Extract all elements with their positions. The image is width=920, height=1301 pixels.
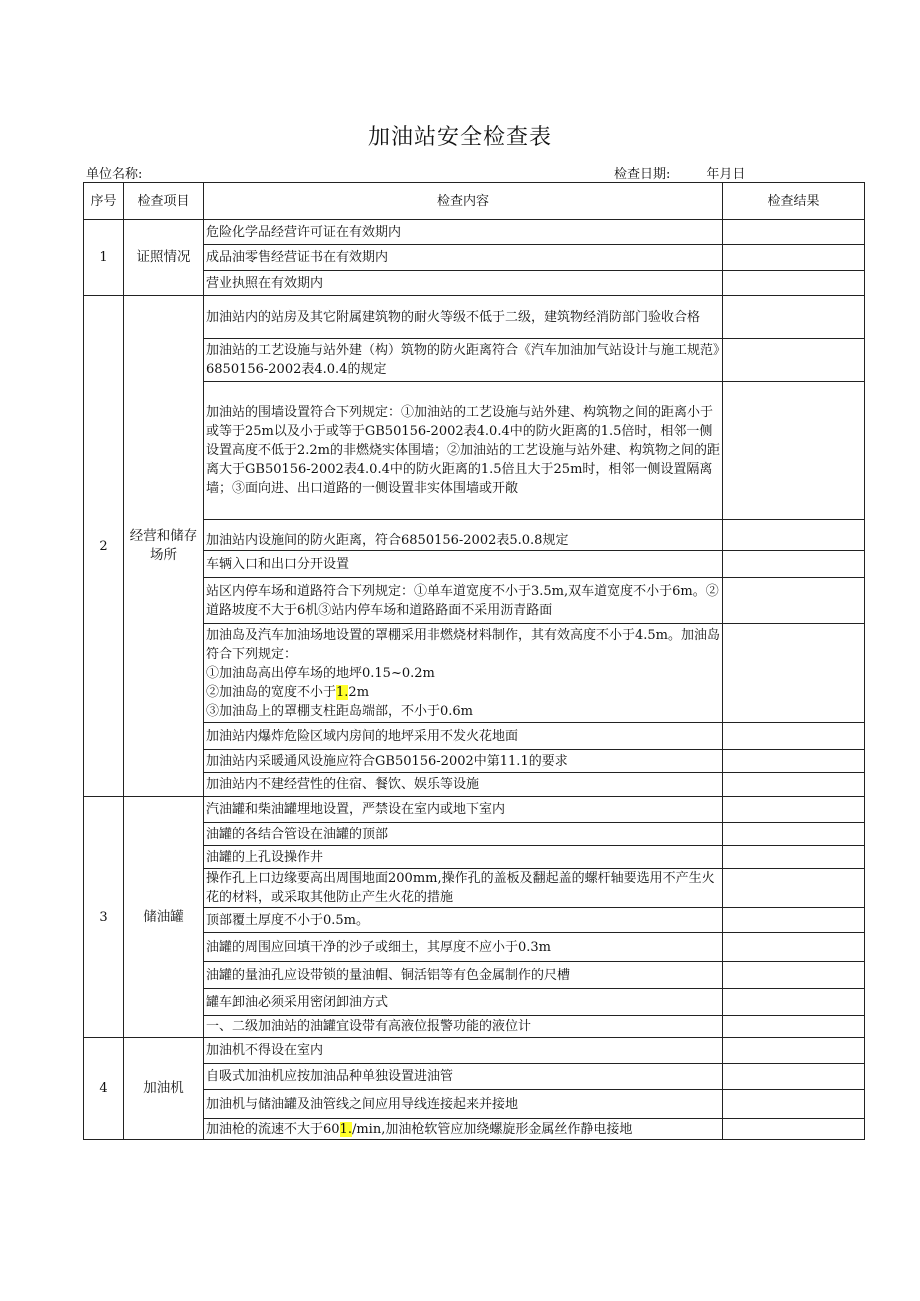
page-title: 加油站安全检查表 bbox=[367, 125, 552, 150]
result-cell[interactable] bbox=[723, 578, 865, 624]
section-item: 证照情况 bbox=[124, 220, 204, 296]
section-seq: 4 bbox=[84, 1038, 124, 1140]
result-cell[interactable] bbox=[723, 869, 865, 908]
result-cell[interactable] bbox=[723, 1064, 865, 1090]
check-content: 加油站内不建经营性的住宿、餐饮、娱乐等设施 bbox=[204, 773, 723, 797]
check-content: 汽油罐和柴油罐埋地设置，严禁设在室内或地下室内 bbox=[204, 797, 723, 823]
table-row bbox=[84, 1038, 865, 1064]
result-cell[interactable] bbox=[723, 245, 865, 271]
check-content: 油罐的各结合管设在油罐的顶部 bbox=[204, 823, 723, 846]
check-content: 一、二级加油站的油罐宜设带有高液位报警功能的液位计 bbox=[204, 1016, 723, 1038]
result-cell[interactable] bbox=[723, 750, 865, 773]
result-cell[interactable] bbox=[723, 220, 865, 245]
island-rule-width bbox=[206, 683, 720, 702]
island-intro: 加油岛及汽车加油场地设置的罩棚采用非燃烧材料制作，其有效高度不小于4.5m。加油岛符合下列规定： bbox=[206, 627, 721, 662]
nozzle-speed-rest: /min,加油枪软管应加绕螺旋形金属丝作静电接地 bbox=[351, 1121, 633, 1137]
island-rule-height: ①加油岛高出停车场的地坪0.15~0.2m bbox=[206, 665, 435, 681]
result-cell[interactable] bbox=[723, 339, 865, 382]
section-seq: 2 bbox=[84, 296, 124, 797]
result-cell[interactable] bbox=[723, 551, 865, 578]
check-content: 油罐的周围应回填干净的沙子或细土，其厚度不应小于0.3m bbox=[204, 933, 723, 962]
check-content: 成品油零售经营证书在有效期内 bbox=[204, 245, 723, 271]
check-content bbox=[204, 624, 723, 723]
table-row bbox=[84, 797, 865, 823]
result-cell[interactable] bbox=[723, 773, 865, 797]
section-item: 经营和储存场所 bbox=[124, 296, 204, 797]
nozzle-speed-text: 加油枪的流速不大于60 bbox=[206, 1121, 340, 1137]
check-content: 加油站内的站房及其它附属建筑物的耐火等级不低于二级，建筑物经消防部门验收合格 bbox=[204, 296, 723, 339]
check-date-value: 年月日 bbox=[706, 167, 746, 182]
result-cell[interactable] bbox=[723, 723, 865, 750]
result-cell[interactable] bbox=[723, 520, 865, 551]
unit-name-label: 单位名称: bbox=[86, 167, 143, 182]
check-date bbox=[614, 163, 745, 182]
result-cell[interactable] bbox=[723, 1038, 865, 1064]
result-cell[interactable] bbox=[723, 797, 865, 823]
header-row bbox=[84, 183, 865, 220]
check-content: 油罐的上孔设操作井 bbox=[204, 846, 723, 869]
result-cell[interactable] bbox=[723, 271, 865, 296]
highlighted-value: 1. bbox=[339, 1121, 352, 1137]
check-content bbox=[204, 1119, 723, 1140]
check-content: 操作孔上口边缘要高出周围地面200mm,操作孔的盖板及翻起盖的螺杆轴要选用不产生火花的材料，或采取其他防止产生火花的措施 bbox=[204, 869, 723, 908]
check-content: 站区内停车场和道路符合下列规定：①单车道宽度不小于3.5m,双车道宽度不小于6m。②道路坡度不大于6机③站内停车场和道路路面不采用沥青路面 bbox=[204, 578, 723, 624]
section-seq: 1 bbox=[84, 220, 124, 296]
section-item: 加油机 bbox=[124, 1038, 204, 1140]
result-cell[interactable] bbox=[723, 296, 865, 339]
check-content: 车辆入口和出口分开设置 bbox=[204, 551, 723, 578]
section-seq: 3 bbox=[84, 797, 124, 1038]
highlighted-value: 1. bbox=[336, 684, 349, 700]
result-cell[interactable] bbox=[723, 823, 865, 846]
check-content: 加油站的工艺设施与站外建（构）筑物的防火距离符合《汽车加油加气站设计与施工规范》6850156-2002表4.0.4的规定 bbox=[204, 339, 723, 382]
check-content: 加油站内设施间的防火距离，符合6850156-2002表5.0.8规定 bbox=[204, 520, 723, 551]
check-content: 加油站内采暖通风设施应符合GB50156-2002中第11.1的要求 bbox=[204, 750, 723, 773]
result-cell[interactable] bbox=[723, 989, 865, 1016]
table-row bbox=[84, 220, 865, 245]
check-content: 罐车卸油必须采用密闭卸油方式 bbox=[204, 989, 723, 1016]
check-content: 自吸式加油机应按加油品种单独设置进油管 bbox=[204, 1064, 723, 1090]
result-cell[interactable] bbox=[723, 624, 865, 723]
check-content: 顶部覆土厚度不小于0.5m。 bbox=[204, 908, 723, 933]
header-item: 检查项目 bbox=[124, 183, 204, 220]
result-cell[interactable] bbox=[723, 908, 865, 933]
island-rule-pillar: ③加油岛上的罩棚支柱距岛端部，不小于0.6m bbox=[206, 703, 474, 719]
result-cell[interactable] bbox=[723, 962, 865, 989]
island-width-text: ②加油岛的宽度不小于 bbox=[206, 684, 337, 700]
check-date-label: 检查日期: bbox=[614, 167, 671, 182]
table-row bbox=[84, 296, 865, 339]
check-content: 加油站的围墙设置符合下列规定：①加油站的工艺设施与站外建、构筑物之间的距离小于或等于25m以及小于或等于GB50156-2002表4.0.4中的防火距离的1.5倍时，相邻一侧设置高度不低于2.2m的非燃烧实体围墙；②加油站的工艺设施与站外建、构筑物之间的距离大于GB50156-2002表4.0.4中的防火距离的1.5倍且大于25m时，相邻一侧设置隔离墙；③面向进、出口道路的一侧设置非实体围墙或开敞 bbox=[204, 382, 723, 520]
check-content: 危险化学品经营许可证在有效期内 bbox=[204, 220, 723, 245]
check-content: 营业执照在有效期内 bbox=[204, 271, 723, 296]
result-cell[interactable] bbox=[723, 1090, 865, 1119]
check-content: 油罐的量油孔应设带锁的量油帽、铜活铝等有色金属制作的尺槽 bbox=[204, 962, 723, 989]
result-cell[interactable] bbox=[723, 1016, 865, 1038]
island-width-unit: 2m bbox=[348, 684, 370, 700]
result-cell[interactable] bbox=[723, 846, 865, 869]
check-content: 加油站内爆炸危险区域内房间的地坪采用不发火花地面 bbox=[204, 723, 723, 750]
result-cell[interactable] bbox=[723, 1119, 865, 1140]
section-item: 储油罐 bbox=[124, 797, 204, 1038]
header-result: 检查结果 bbox=[723, 183, 865, 220]
header-seq: 序号 bbox=[84, 183, 124, 220]
result-cell[interactable] bbox=[723, 382, 865, 520]
check-content: 加油机与储油罐及油管线之间应用导线连接起来并接地 bbox=[204, 1090, 723, 1119]
check-content: 加油机不得设在室内 bbox=[204, 1038, 723, 1064]
inspection-table bbox=[83, 182, 865, 1140]
result-cell[interactable] bbox=[723, 933, 865, 962]
header-content: 检查内容 bbox=[204, 183, 723, 220]
